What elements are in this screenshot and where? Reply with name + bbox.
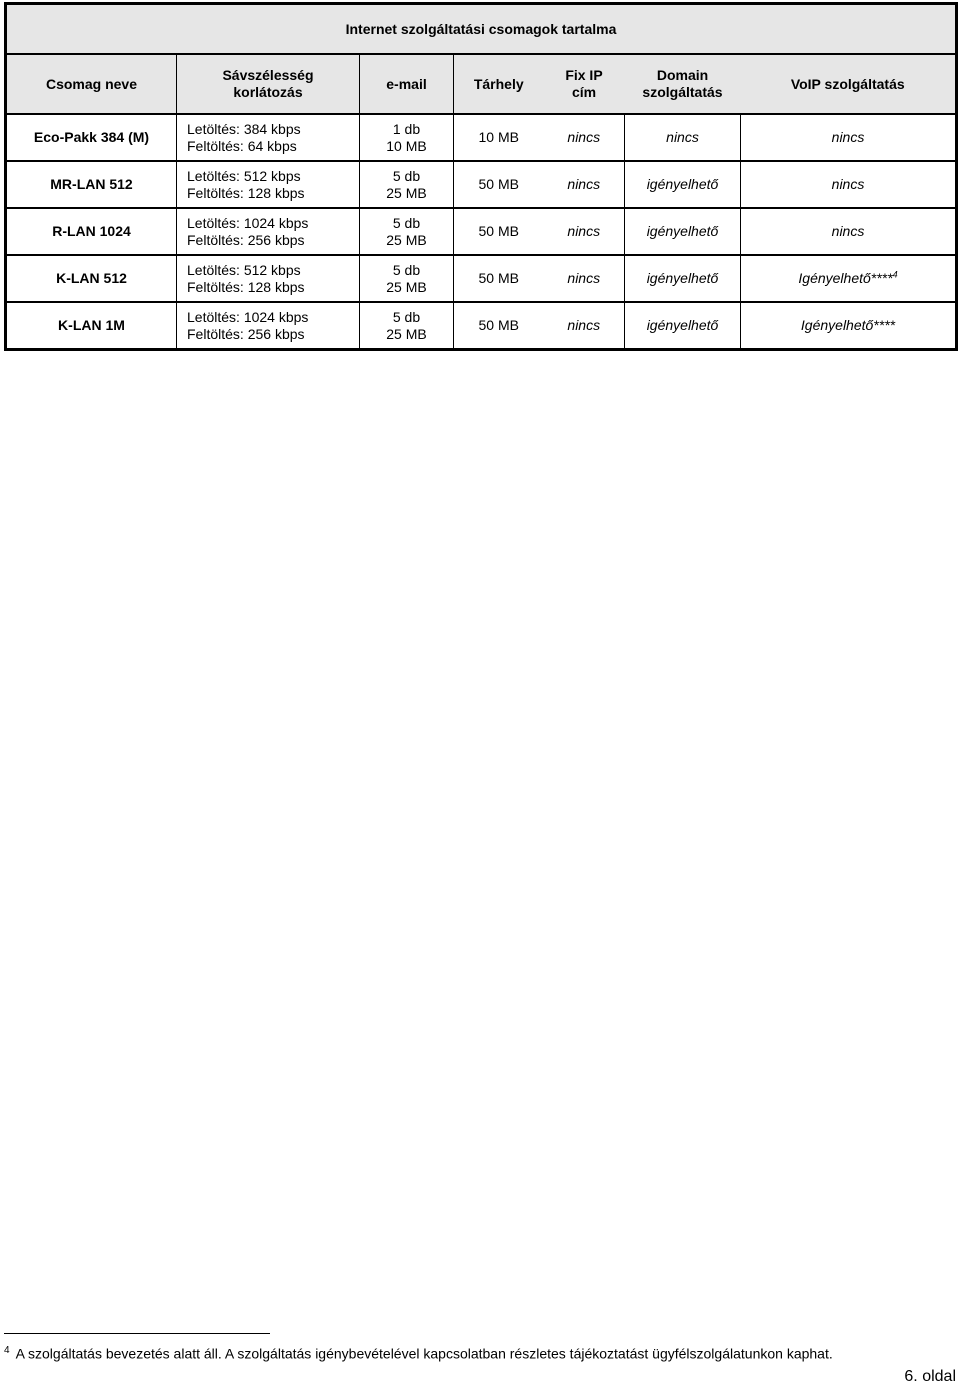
email-count: 5 db	[392, 167, 421, 184]
bandwidth-cell	[177, 161, 360, 208]
email-count: 5 db	[392, 308, 421, 325]
header-package-name: Csomag neve	[6, 54, 177, 114]
email-count: 5 db	[392, 261, 421, 278]
header-bandwidth-line2: korlátozás	[233, 84, 303, 100]
table-row	[6, 161, 957, 208]
voip-cell	[741, 114, 957, 161]
footnote	[4, 1342, 833, 1363]
domain-cell: igényelhető	[625, 302, 741, 350]
table-row	[6, 255, 957, 302]
table-row	[6, 302, 957, 350]
voip-cell	[741, 161, 957, 208]
storage-cell: 50 MB	[478, 317, 519, 333]
domain-cell: igényelhető	[625, 208, 741, 255]
email-cell	[360, 302, 454, 350]
fixip-cell: nincs	[544, 114, 625, 161]
header-fixip-line1: Fix IP	[565, 67, 603, 83]
email-size: 25 MB	[386, 278, 427, 295]
fixip-cell: nincs	[544, 161, 625, 208]
header-bandwidth-line1: Sávszélesség	[222, 67, 314, 83]
voip-cell	[741, 208, 957, 255]
fixip-cell: nincs	[544, 302, 625, 350]
header-fixip-line2: cím	[571, 84, 597, 100]
fixip-cell: nincs	[544, 255, 625, 302]
header-voip: VoIP szolgáltatás	[741, 54, 957, 114]
footnote-number: 4	[4, 1345, 10, 1356]
bandwidth-cell	[177, 302, 360, 350]
storage-cell: 50 MB	[454, 161, 544, 208]
bandwidth-cell	[177, 114, 360, 161]
email-cell	[360, 161, 454, 208]
upload-speed: Feltöltés: 128 kbps	[187, 278, 305, 295]
storage-cell: 10 MB	[454, 114, 544, 161]
email-size: 25 MB	[386, 184, 427, 201]
voip-value: Igényelhető****	[798, 270, 893, 286]
header-fixip	[544, 54, 625, 114]
voip-cell	[741, 302, 957, 350]
domain-cell: nincs	[625, 114, 741, 161]
header-bandwidth	[177, 54, 360, 114]
download-speed: Letöltés: 1024 kbps	[187, 214, 309, 231]
header-domain	[625, 54, 741, 114]
header-domain-line2: szolgáltatás	[642, 84, 723, 100]
domain-cell: igényelhető	[625, 161, 741, 208]
page-number: 6. oldal	[904, 1368, 956, 1385]
voip-cell	[741, 255, 957, 302]
package-name: K-LAN 512	[6, 255, 177, 302]
package-name: MR-LAN 512	[6, 161, 177, 208]
packages-table	[4, 2, 958, 351]
footnote-divider	[4, 1333, 270, 1334]
voip-value: nincs	[831, 129, 865, 145]
fixip-cell: nincs	[544, 208, 625, 255]
table-row	[6, 208, 957, 255]
upload-speed: Feltöltés: 256 kbps	[187, 231, 305, 248]
email-count: 1 db	[392, 120, 421, 137]
upload-speed: Feltöltés: 256 kbps	[187, 325, 305, 342]
bandwidth-cell	[177, 208, 360, 255]
voip-value: Igényelhető****	[800, 317, 896, 333]
download-speed: Letöltés: 1024 kbps	[187, 308, 309, 325]
download-speed: Letöltés: 512 kbps	[187, 167, 301, 184]
storage-cell: 50 MB	[454, 208, 544, 255]
table-row	[6, 114, 957, 161]
header-storage: Tárhely	[454, 54, 544, 114]
email-cell	[360, 114, 454, 161]
header-domain-line1: Domain	[656, 67, 709, 83]
email-size: 25 MB	[386, 231, 427, 248]
storage-cell: 50 MB	[454, 255, 544, 302]
domain-cell: igényelhető	[625, 255, 741, 302]
download-speed: Letöltés: 384 kbps	[187, 120, 301, 137]
upload-speed: Feltöltés: 128 kbps	[187, 184, 305, 201]
email-size: 10 MB	[386, 137, 427, 154]
voip-value: nincs	[831, 223, 865, 239]
footnote-text: A szolgáltatás bevezetés alatt áll. A szolgáltatás igénybevételével kapcsolatban részletes tájékoztatást ügyfélszolgálatunkon kaphat.	[15, 1345, 833, 1362]
email-cell	[360, 208, 454, 255]
voip-value: nincs	[831, 176, 865, 192]
bandwidth-cell	[177, 255, 360, 302]
download-speed: Letöltés: 512 kbps	[187, 261, 301, 278]
email-cell	[360, 255, 454, 302]
header-email: e-mail	[360, 54, 454, 114]
voip-footnote-ref: 4	[892, 269, 898, 280]
header-row	[6, 54, 957, 114]
email-count: 5 db	[392, 214, 421, 231]
package-name: R-LAN 1024	[6, 208, 177, 255]
package-name: Eco-Pakk 384 (M)	[6, 114, 177, 161]
package-name: K-LAN 1M	[6, 302, 177, 350]
table-title: Internet szolgáltatási csomagok tartalma	[6, 4, 957, 55]
email-size: 25 MB	[386, 325, 427, 342]
upload-speed: Feltöltés: 64 kbps	[187, 137, 297, 154]
